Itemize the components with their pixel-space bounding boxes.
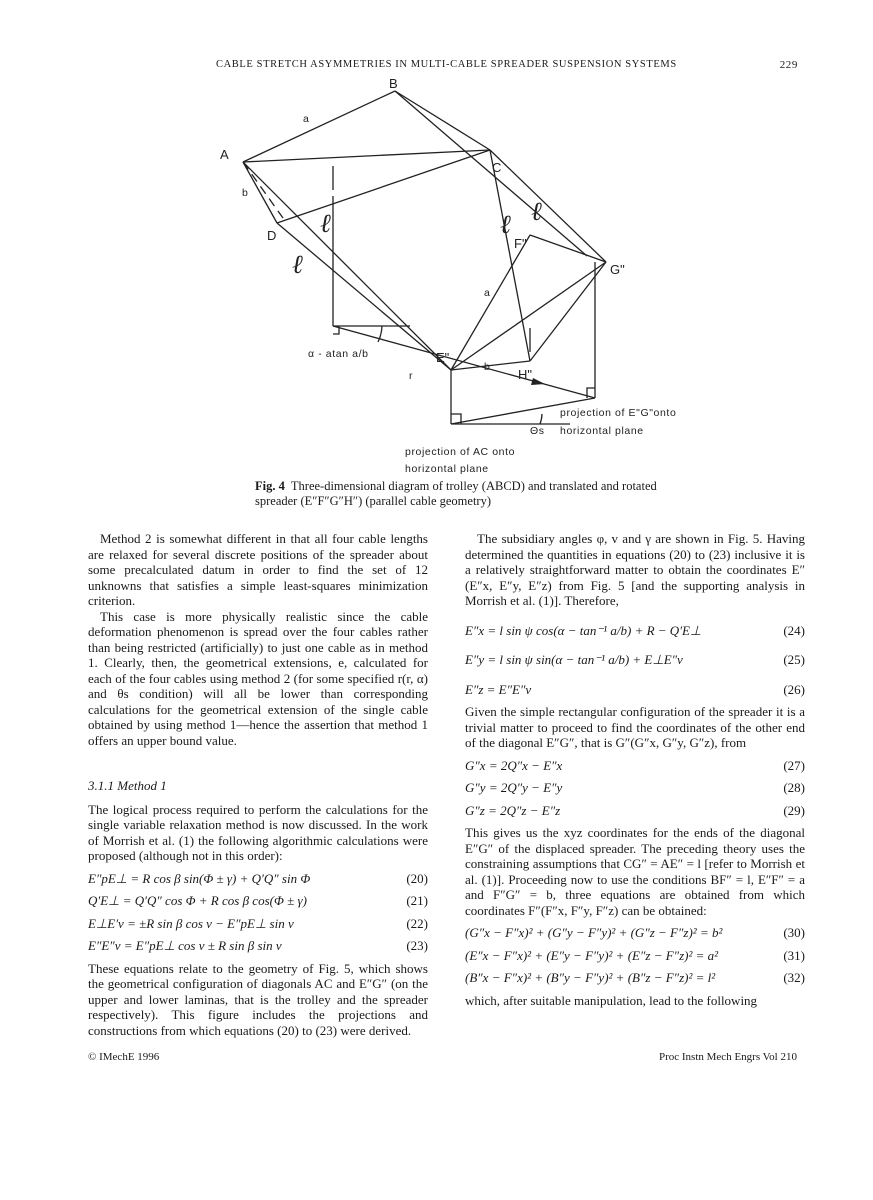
trolley-spreader-diagram — [150, 78, 780, 478]
label-d: D — [267, 228, 277, 243]
edge-bc — [395, 91, 490, 150]
equation-23: E″E″v = E″pE⊥ cos v ± R sin β sin v (23) — [88, 938, 428, 953]
section-heading: 3.1.1 Method 1 — [88, 778, 167, 793]
label-cable-2: ℓ — [292, 250, 303, 279]
paragraph: The logical process required to perform the calculations for the single variable relaxation method is now discussed. In the work of Morrish et al. (1) the following algorithmic calculations were proposed (although not in this order): — [88, 801, 428, 863]
label-a: A — [220, 147, 229, 162]
figure-4 — [150, 78, 780, 478]
cable-b — [395, 91, 587, 256]
left-column — [88, 531, 428, 1038]
label-proj-ac-1: projection of AC onto — [405, 446, 516, 458]
label-cable-3: ℓ — [500, 210, 511, 239]
projection-ac — [333, 326, 595, 398]
equation-20: E″pE⊥ = R cos β sin(Φ ± γ) + Q′Q″ sin Φ (20) — [88, 870, 428, 886]
paragraph: Method 2 is somewhat different in that all four cable lengths are relaxed for several discrete positions of the spreader about some precalculated datum in order to find the set of 12 unknowns that satisfies a simple least-squares minimization criterion. — [88, 531, 428, 608]
label-theta: Θs — [530, 425, 545, 437]
paragraph: The subsidiary angles φ, v and γ are shown in Fig. 5. Having determined the quantities in equations (20) to (23) inclusive it is a relatively straightforward matter to obtain the coordinates E″(E″x, E″y, E″z) from Fig. 5 [and the supporting analysis in Morrish et al. (1)]. Therefore, — [465, 531, 805, 608]
label-f: F" — [514, 236, 527, 251]
spreader-ef — [451, 235, 530, 370]
equation-21: Q′E⊥ = Q′Q″ cos Φ + R cos β cos(Φ ± γ) (21) — [88, 893, 428, 908]
edge-dc — [277, 150, 490, 223]
cable-a — [243, 162, 451, 370]
label-side-b: b — [242, 187, 249, 199]
copyright-footer: © IMechE 1996 — [88, 1051, 160, 1063]
journal-footer: Proc Instn Mech Engrs Vol 210 — [658, 1051, 797, 1063]
equation-28: G″y = 2Q″y − E″y (28) — [465, 780, 805, 795]
equation-26: E″z = E″E″v (26) — [465, 681, 805, 697]
label-side-a: a — [303, 113, 310, 125]
equation-29: G″z = 2Q″z − E″z (29) — [465, 802, 805, 818]
label-h: H" — [518, 367, 533, 382]
label-e: E" — [436, 350, 450, 365]
label-cable-4: ℓ — [531, 197, 542, 226]
paragraph: These equations relate to the geometry of Fig. 5, which shows the geometrical configuration of diagonals AC and E″G″ (on the upper and lower laminas, that is the trolley and the spreader respectively). This figure includes the projections and constructions from which equations (20) to (23) were derived. — [88, 960, 428, 1038]
angle-arc-theta — [540, 414, 542, 424]
equation-31: (E″x − F″x)² + (E″y − F″y)² + (E″z − F″z)² = a² (31) — [465, 947, 805, 963]
equation-22: E⊥E′v = ±R sin β cos v − E″pE⊥ sin v (22) — [88, 915, 428, 931]
equation-30: (G″x − F″x)² + (G″y − F″y)² + (G″z − F″z)² = b² (30) — [465, 925, 805, 940]
caption-label: Fig. 4 — [255, 479, 285, 493]
paragraph: This gives us the xyz coordinates for the ends of the diagonal E″G″ of the displaced spreader. The preceding theory uses the constraining assumptions that CG″ = AE″ = l [refer to Morrish et al. (1)]. Proceeding now to use the conditions BF″ = l, E″F″ = a and F″G″ = b, three equations are obtained from which coordinates F″(F″x, F″y, F″z) can be obtained: — [465, 825, 805, 918]
equation-25: E″y = l sin ψ sin(α − tan⁻¹ a/b) + E⊥E″v (25) — [465, 652, 805, 667]
running-title: CABLE STRETCH ASYMMETRIES IN MULTI-CABLE SPREADER SUSPENSION SYSTEMS — [216, 59, 677, 70]
edge-ab — [243, 91, 395, 162]
equation-32: (B″x − F″x)² + (B″y − F″y)² + (B″z − F″z)² = l² (32) — [465, 970, 805, 985]
label-cable-1: ℓ — [320, 209, 331, 238]
right-column — [465, 531, 805, 1008]
page-number: 229 — [779, 59, 798, 71]
edge-ac — [243, 150, 490, 162]
paragraph: Given the simple rectangular configuration of the spreader it is a trivial matter to proceed to find the coordinates of the other end of the diagonal E″G″, that is G″(G″x, G″y, G″z), from — [465, 704, 805, 750]
paragraph: which, after suitable manipulation, lead to the following — [465, 992, 758, 1008]
label-angle: α - atan a/b — [308, 348, 369, 360]
paragraph: This case is more physically realistic since the cable deformation phenomenon is spread over the four cables rather than being restricted (artificially) to just one cable as in method 1. Clearly, then, the geometrical extensions, e, calculated for each of the four cables using method 2 (for some specified r(r, α) and θs condition) will all be lower than corresponding calculations for the geometrical extension of the single cable obtained by using method 1—hence the assertion that method 1 offers an upper bound value. — [88, 608, 428, 748]
equation-27: G″x = 2Q″x − E″x (27) — [465, 757, 805, 773]
edge-ad-hidden — [243, 162, 283, 218]
equation-24: E″x = l sin ψ cos(α − tan⁻¹ a/b) + R − Q′E⊥ (24) — [465, 622, 805, 638]
label-spreader-a: a — [484, 287, 491, 299]
label-proj-eg-2: horizontal plane — [560, 425, 644, 437]
label-proj-eg-1: projection of E"G"onto — [560, 407, 677, 419]
caption-text: Three-dimensional diagram of trolley (ABCD) and translated and rotated spreader (E″F″G″H″) (parallel cable geometry) — [255, 479, 657, 508]
label-c: C — [492, 160, 502, 175]
figure-caption — [255, 479, 675, 509]
label-g: G" — [610, 262, 625, 277]
label-r: r — [409, 370, 414, 382]
label-spreader-b: b — [484, 361, 491, 373]
label-proj-ac-2: horizontal plane — [405, 463, 489, 475]
label-b: B — [389, 78, 398, 91]
